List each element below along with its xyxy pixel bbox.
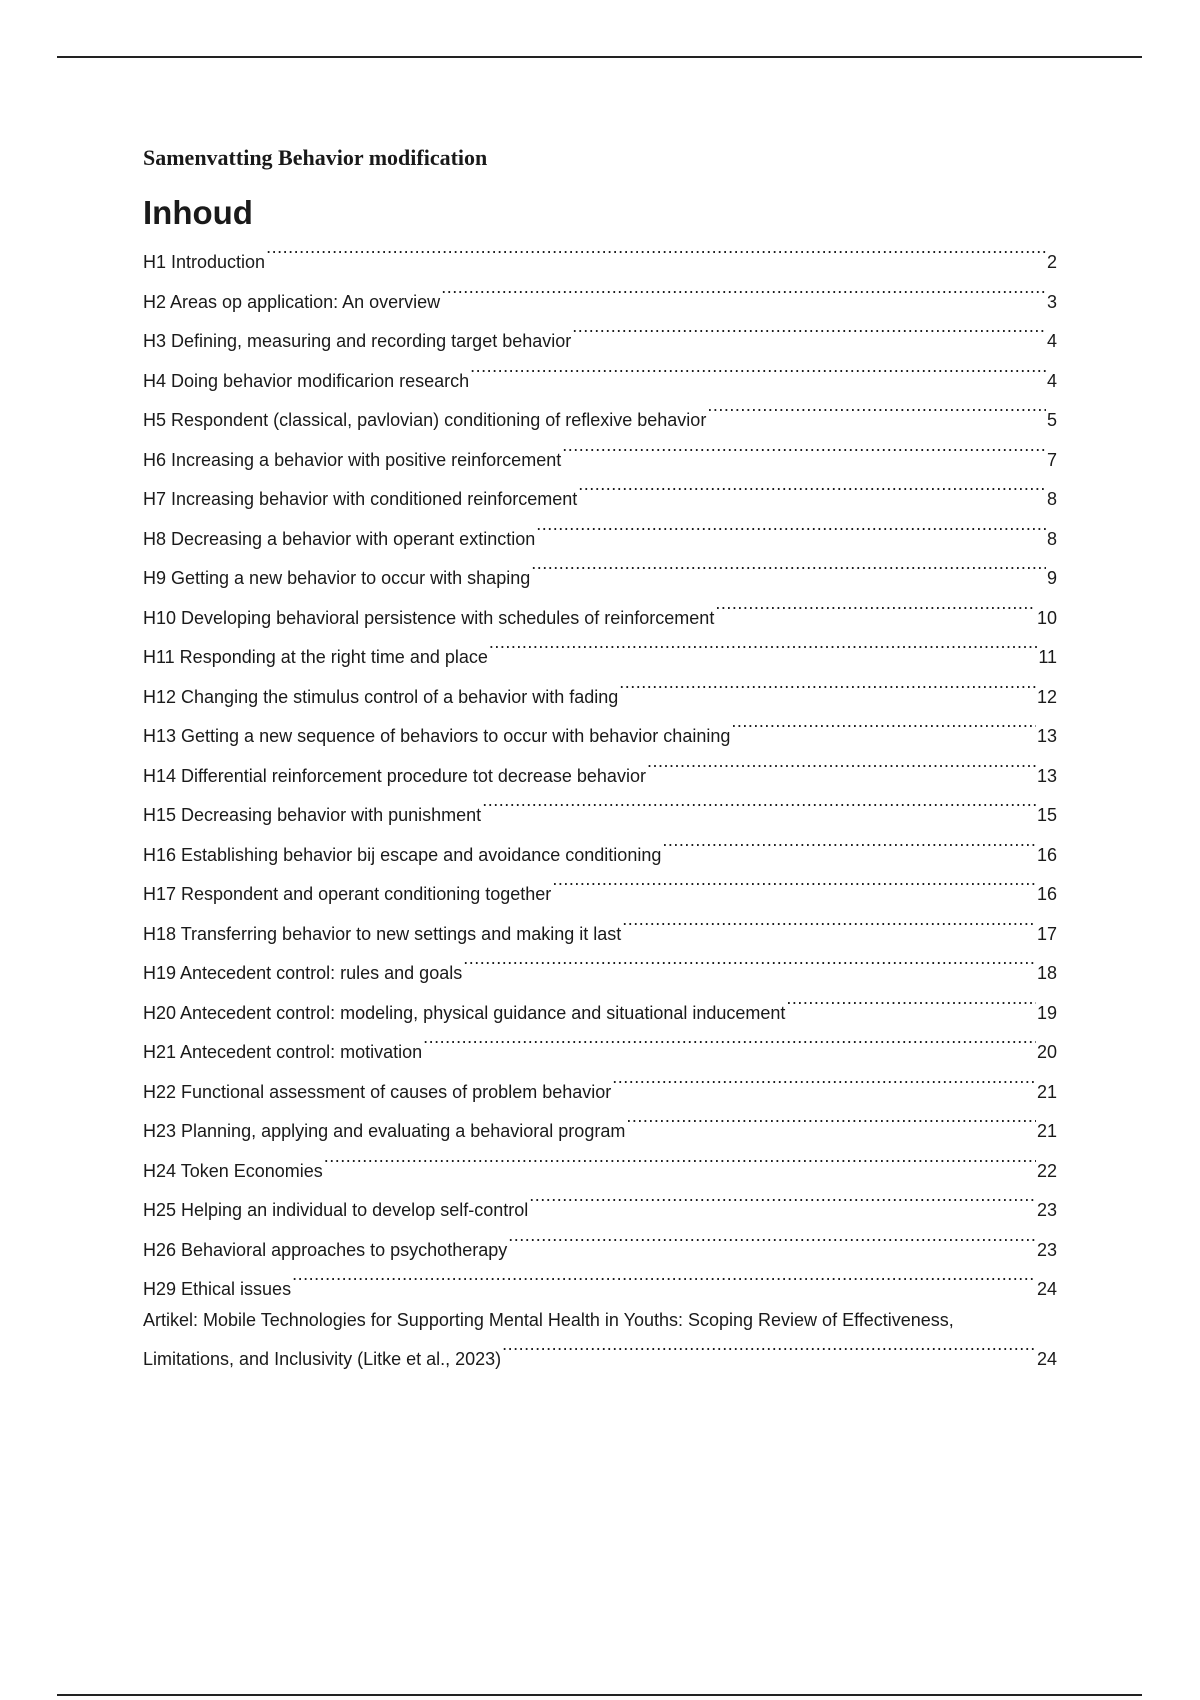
toc-dot-leader bbox=[502, 1335, 1036, 1365]
toc-entry-label: H9 Getting a new behavior to occur with shaping bbox=[143, 568, 531, 588]
toc-dot-leader bbox=[508, 1226, 1036, 1256]
toc-dot-leader bbox=[731, 712, 1036, 742]
toc-dot-leader bbox=[482, 791, 1036, 821]
toc-entry[interactable] bbox=[143, 317, 1057, 351]
toc-entry-label: H29 Ethical issues bbox=[143, 1279, 292, 1299]
toc-entry[interactable] bbox=[143, 515, 1057, 549]
toc-entry[interactable] bbox=[143, 238, 1057, 272]
toc-entry[interactable] bbox=[143, 1147, 1057, 1181]
toc-dot-leader bbox=[612, 1068, 1036, 1098]
toc-entry[interactable] bbox=[143, 1028, 1057, 1062]
toc-dot-leader bbox=[529, 1186, 1036, 1216]
toc-dot-leader bbox=[707, 396, 1046, 426]
toc-entry-page: 13 bbox=[1036, 765, 1057, 786]
toc-entry[interactable] bbox=[143, 594, 1057, 628]
toc-entry[interactable] bbox=[143, 396, 1057, 430]
toc-entry-label: H26 Behavioral approaches to psychotherapy bbox=[143, 1239, 508, 1260]
header-rule bbox=[57, 56, 1142, 58]
toc-dot-leader bbox=[715, 594, 1036, 624]
toc-entry[interactable] bbox=[143, 791, 1057, 825]
toc-dot-leader bbox=[489, 633, 1037, 663]
toc-entry[interactable] bbox=[143, 278, 1057, 312]
toc-entry[interactable] bbox=[143, 357, 1057, 391]
toc-entry[interactable] bbox=[143, 831, 1057, 865]
toc-entry[interactable] bbox=[143, 989, 1057, 1023]
toc-entry[interactable] bbox=[143, 712, 1057, 746]
toc-entry-label: H6 Increasing a behavior with positive reinforcement bbox=[143, 449, 562, 470]
toc-entry-page: 16 bbox=[1036, 844, 1057, 865]
toc-entry-page: 5 bbox=[1046, 410, 1057, 430]
toc-entry-label: H5 Respondent (classical, pavlovian) conditioning of reflexive behavior bbox=[143, 410, 707, 430]
toc-entry[interactable] bbox=[143, 752, 1057, 786]
toc-entry-page: 22 bbox=[1036, 1160, 1057, 1181]
toc-entry-page: 21 bbox=[1036, 1081, 1057, 1102]
toc-entry-page: 13 bbox=[1036, 726, 1057, 746]
toc-dot-leader bbox=[536, 515, 1046, 545]
toc-entry-label: H4 Doing behavior modificarion research bbox=[143, 370, 470, 391]
toc-entry-page: 4 bbox=[1046, 370, 1057, 391]
toc-dot-leader bbox=[572, 317, 1046, 347]
toc-dot-leader bbox=[441, 278, 1046, 308]
toc-entry-page: 8 bbox=[1046, 489, 1057, 509]
toc-entry-label: H20 Antecedent control: modeling, physical guidance and situational inducement bbox=[143, 1002, 786, 1023]
toc-dot-leader bbox=[647, 752, 1036, 782]
toc-dot-leader bbox=[786, 989, 1036, 1019]
toc-entry-label: H18 Transferring behavior to new settings and making it last bbox=[143, 923, 622, 944]
toc-entry[interactable] bbox=[143, 436, 1057, 470]
toc-dot-leader bbox=[626, 1107, 1036, 1137]
toc-entry-label: H7 Increasing behavior with conditioned reinforcement bbox=[143, 489, 578, 509]
toc-dot-leader bbox=[470, 357, 1046, 387]
toc-entry-page: 9 bbox=[1046, 568, 1057, 588]
toc-entry-label: H21 Antecedent control: motivation bbox=[143, 1042, 423, 1062]
toc-entry[interactable] bbox=[143, 1107, 1057, 1141]
toc-entry[interactable] bbox=[143, 633, 1057, 667]
toc-entry-page: 19 bbox=[1036, 1002, 1057, 1023]
toc-entry[interactable] bbox=[143, 554, 1057, 588]
toc-entry-label: H14 Differential reinforcement procedure tot decrease behavior bbox=[143, 765, 646, 786]
toc-entry-label: H19 Antecedent control: rules and goals bbox=[143, 963, 463, 983]
toc-entry-page: 10 bbox=[1036, 607, 1057, 628]
toc-entry[interactable] bbox=[143, 1265, 1057, 1299]
toc-dot-leader bbox=[578, 475, 1046, 505]
toc-dot-leader bbox=[423, 1028, 1036, 1058]
toc-entry-label: H13 Getting a new sequence of behaviors to occur with behavior chaining bbox=[143, 726, 731, 746]
footer-rule bbox=[57, 1694, 1142, 1696]
toc-entry[interactable] bbox=[143, 673, 1057, 707]
toc-entry-page: 7 bbox=[1046, 449, 1057, 470]
toc-entry-label: H10 Developing behavioral persistence with schedules of reinforcement bbox=[143, 607, 715, 628]
toc-entry-page: 24 bbox=[1036, 1279, 1057, 1299]
toc-entry-page: 11 bbox=[1038, 647, 1057, 667]
toc-entry-page: 4 bbox=[1046, 331, 1057, 351]
toc-entry[interactable] bbox=[143, 475, 1057, 509]
toc-entry-article[interactable] bbox=[143, 1305, 1057, 1369]
toc-entry-label: H15 Decreasing behavior with punishment bbox=[143, 805, 482, 825]
toc-entry-page: 12 bbox=[1036, 686, 1057, 707]
toc-entry-page: 8 bbox=[1046, 528, 1057, 549]
toc-entry-page: 16 bbox=[1036, 884, 1057, 904]
toc-entry-label: H2 Areas op application: An overview bbox=[143, 291, 441, 312]
toc-entry[interactable] bbox=[143, 1068, 1057, 1102]
toc-entry-label: H17 Respondent and operant conditioning together bbox=[143, 884, 552, 904]
toc-entry-page: 17 bbox=[1036, 923, 1057, 944]
toc-entry-label: H25 Helping an individual to develop self-control bbox=[143, 1200, 529, 1220]
toc-entry-page: 21 bbox=[1036, 1121, 1057, 1141]
toc-entry[interactable] bbox=[143, 949, 1057, 983]
toc-entry-label: H12 Changing the stimulus control of a behavior with fading bbox=[143, 686, 619, 707]
toc-dot-leader bbox=[292, 1265, 1036, 1295]
toc-dot-leader bbox=[324, 1147, 1036, 1177]
toc-dot-leader bbox=[619, 673, 1036, 703]
toc-dot-leader bbox=[531, 554, 1046, 584]
toc-entry-page: 23 bbox=[1036, 1200, 1057, 1220]
toc-entry-label: H24 Token Economies bbox=[143, 1160, 323, 1181]
toc-dot-leader bbox=[622, 910, 1036, 940]
toc-heading: Inhoud bbox=[143, 194, 253, 231]
toc-entry-page: 15 bbox=[1036, 805, 1057, 825]
toc-entry-page: 3 bbox=[1046, 291, 1057, 312]
toc-dot-leader bbox=[562, 436, 1046, 466]
document-title: Samenvatting Behavior modification bbox=[143, 145, 488, 170]
toc-entry-label-line1: Artikel: Mobile Technologies for Supporting Mental Health in Youths: Scoping Review of Effectiveness, bbox=[143, 1309, 954, 1330]
toc-dot-leader bbox=[552, 870, 1036, 900]
toc-entry-page: 20 bbox=[1036, 1042, 1057, 1062]
table-of-contents bbox=[143, 238, 1057, 1369]
toc-entry-label: H11 Responding at the right time and place bbox=[143, 647, 488, 667]
toc-entry-label: H1 Introduction bbox=[143, 252, 266, 272]
toc-entry[interactable] bbox=[143, 870, 1057, 904]
toc-entry-label: H22 Functional assessment of causes of problem behavior bbox=[143, 1081, 612, 1102]
toc-entry-page: 18 bbox=[1036, 963, 1057, 983]
toc-entry-page: 23 bbox=[1036, 1239, 1057, 1260]
toc-entry[interactable] bbox=[143, 1226, 1057, 1260]
toc-entry-page: 2 bbox=[1046, 252, 1057, 272]
toc-entry-label: H16 Establishing behavior bij escape and avoidance conditioning bbox=[143, 844, 662, 865]
toc-dot-leader bbox=[463, 949, 1036, 979]
toc-entry-label: H23 Planning, applying and evaluating a behavioral program bbox=[143, 1121, 626, 1141]
toc-entry[interactable] bbox=[143, 910, 1057, 944]
toc-entry-page: 24 bbox=[1036, 1348, 1057, 1369]
toc-entry-label: H8 Decreasing a behavior with operant extinction bbox=[143, 528, 536, 549]
document-body bbox=[143, 140, 1057, 1369]
toc-dot-leader bbox=[662, 831, 1036, 861]
toc-dot-leader bbox=[266, 238, 1046, 268]
toc-entry-label-line2: Limitations, and Inclusivity (Litke et al., 2023) bbox=[143, 1348, 502, 1369]
toc-entry[interactable] bbox=[143, 1186, 1057, 1220]
toc-entry-label: H3 Defining, measuring and recording target behavior bbox=[143, 331, 572, 351]
